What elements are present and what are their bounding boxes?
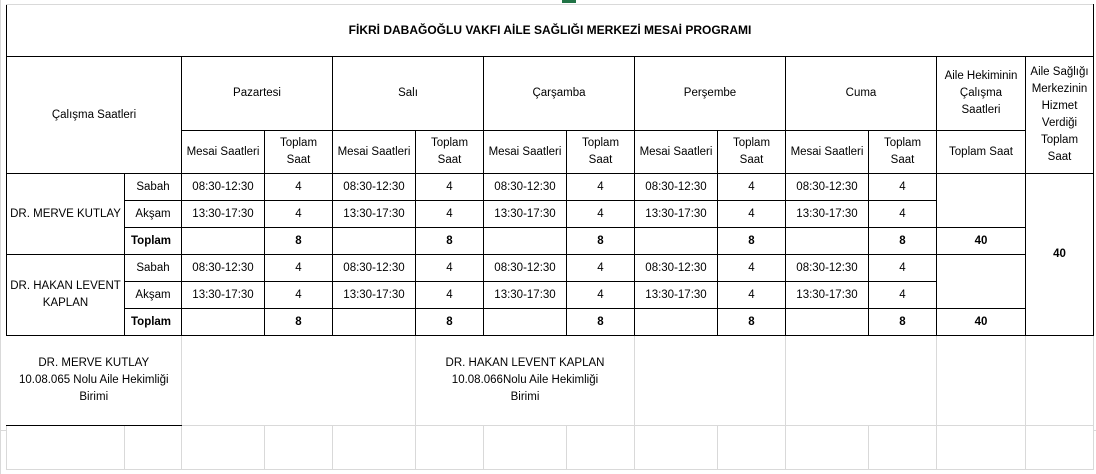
shift-time: 13:30-17:30 [182, 201, 265, 228]
shift-time: 13:30-17:30 [333, 201, 416, 228]
shift-hours-header: Mesai Saatleri [182, 131, 265, 174]
total-hours-header: Toplam Saat [869, 131, 937, 174]
shift-hours: 4 [567, 282, 635, 309]
day-total: 8 [416, 309, 484, 336]
shift-hours: 4 [416, 282, 484, 309]
total-hours-header: Toplam Saat [718, 131, 786, 174]
shift-label: Sabah [125, 255, 182, 282]
shift-hours: 4 [416, 255, 484, 282]
shift-hours: 4 [416, 174, 484, 201]
asm-total-hours-header: Aile Sağlığı Merkezinin Hizmet Verdiği Toplam Saat [1026, 57, 1094, 174]
total-label: Toplam [125, 309, 182, 336]
shift-hours: 4 [718, 255, 786, 282]
blank-cell [786, 228, 869, 255]
signature-doctor-1 [7, 336, 182, 426]
shift-time: 08:30-12:30 [333, 255, 416, 282]
schedule-row [7, 282, 1094, 309]
total-row [7, 228, 1094, 255]
total-label: Toplam [125, 228, 182, 255]
blank-cell [333, 228, 416, 255]
shift-time: 08:30-12:30 [182, 174, 265, 201]
shift-label: Akşam [125, 201, 182, 228]
day-total: 8 [265, 228, 333, 255]
day-total: 8 [567, 228, 635, 255]
shift-time: 08:30-12:30 [786, 255, 869, 282]
shift-hours-header: Mesai Saatleri [484, 131, 567, 174]
shift-time: 08:30-12:30 [635, 255, 718, 282]
shift-hours-header: Mesai Saatleri [635, 131, 718, 174]
week-total: 40 [937, 228, 1026, 255]
shift-time: 08:30-12:30 [484, 174, 567, 201]
shift-time: 13:30-17:30 [635, 201, 718, 228]
asm-total-value: 40 [1026, 174, 1094, 336]
working-hours-header: Çalışma Saatleri [7, 57, 182, 174]
shift-hours: 4 [869, 174, 937, 201]
shift-time: 13:30-17:30 [635, 282, 718, 309]
day-header-friday: Cuma [786, 57, 937, 131]
blank-cell [182, 309, 265, 336]
total-row [7, 309, 1094, 336]
day-total: 8 [265, 309, 333, 336]
shift-time: 13:30-17:30 [484, 282, 567, 309]
day-header-tuesday: Salı [333, 57, 484, 131]
day-total: 8 [869, 228, 937, 255]
day-header-thursday: Perşembe [635, 57, 786, 131]
shift-time: 08:30-12:30 [786, 174, 869, 201]
shift-time: 08:30-12:30 [484, 255, 567, 282]
total-hours-header: Toplam Saat [265, 131, 333, 174]
blank-cell [484, 228, 567, 255]
family-doctor-hours-header: Aile Hekiminin Çalışma Saatleri [937, 57, 1026, 131]
signature-name: DR. HAKAN LEVENT KAPLAN [445, 357, 605, 369]
shift-hours: 4 [265, 201, 333, 228]
shift-time: 13:30-17:30 [786, 282, 869, 309]
total-hours-header: Toplam Saat [416, 131, 484, 174]
week-total: 40 [937, 309, 1026, 336]
signature-name: DR. MERVE KUTLAY [38, 357, 150, 369]
total-hours-header: Toplam Saat [937, 131, 1026, 174]
shift-hours-header: Mesai Saatleri [786, 131, 869, 174]
shift-hours: 4 [265, 174, 333, 201]
shift-hours: 4 [567, 174, 635, 201]
total-hours-header: Toplam Saat [567, 131, 635, 174]
blank-cell [786, 309, 869, 336]
signature-unit: 10.08.065 Nolu Aile Hekimliği Birimi [18, 374, 169, 403]
blank-cell [937, 255, 1026, 309]
shift-hours: 4 [567, 201, 635, 228]
blank-cell [182, 228, 265, 255]
signature-doctor-2 [416, 336, 635, 426]
selected-column-indicator [562, 0, 576, 3]
doctor-name: DR. HAKAN LEVENT KAPLAN [7, 255, 125, 336]
shift-time: 13:30-17:30 [786, 201, 869, 228]
shift-time: 13:30-17:30 [333, 282, 416, 309]
page-title: FİKRİ DABAĞOĞLU VAKFI AİLE SAĞLIĞI MERKEZİ MESAİ PROGRAMI [7, 5, 1094, 57]
schedule-row [7, 201, 1094, 228]
doctor-name: DR. MERVE KUTLAY [7, 174, 125, 255]
shift-hours: 4 [265, 282, 333, 309]
shift-hours: 4 [718, 174, 786, 201]
day-header-monday: Pazartesi [182, 57, 333, 131]
shift-time: 08:30-12:30 [182, 255, 265, 282]
schedule-row [7, 255, 1094, 282]
shift-hours: 4 [869, 282, 937, 309]
spreadsheet [6, 4, 1094, 470]
schedule-row [7, 174, 1094, 201]
day-header-wednesday: Çarşamba [484, 57, 635, 131]
shift-hours: 4 [416, 201, 484, 228]
shift-hours: 4 [265, 255, 333, 282]
shift-time: 13:30-17:30 [484, 201, 567, 228]
shift-hours: 4 [567, 255, 635, 282]
shift-hours: 4 [869, 255, 937, 282]
shift-label: Sabah [125, 174, 182, 201]
day-total: 8 [718, 228, 786, 255]
signature-unit: 10.08.066Nolu Aile Hekimliği Birimi [451, 374, 599, 403]
shift-time: 08:30-12:30 [635, 174, 718, 201]
blank-cell [937, 174, 1026, 228]
day-total: 8 [416, 228, 484, 255]
shift-time: 08:30-12:30 [333, 174, 416, 201]
blank-cell [484, 309, 567, 336]
shift-hours-header: Mesai Saatleri [333, 131, 416, 174]
shift-time: 13:30-17:30 [182, 282, 265, 309]
day-total: 8 [718, 309, 786, 336]
blank-cell [635, 309, 718, 336]
day-total: 8 [567, 309, 635, 336]
shift-hours: 4 [718, 282, 786, 309]
shift-label: Akşam [125, 282, 182, 309]
day-total: 8 [869, 309, 937, 336]
blank-cell [635, 228, 718, 255]
schedule-table [6, 4, 1094, 470]
shift-hours: 4 [718, 201, 786, 228]
shift-hours: 4 [869, 201, 937, 228]
blank-cell [333, 309, 416, 336]
